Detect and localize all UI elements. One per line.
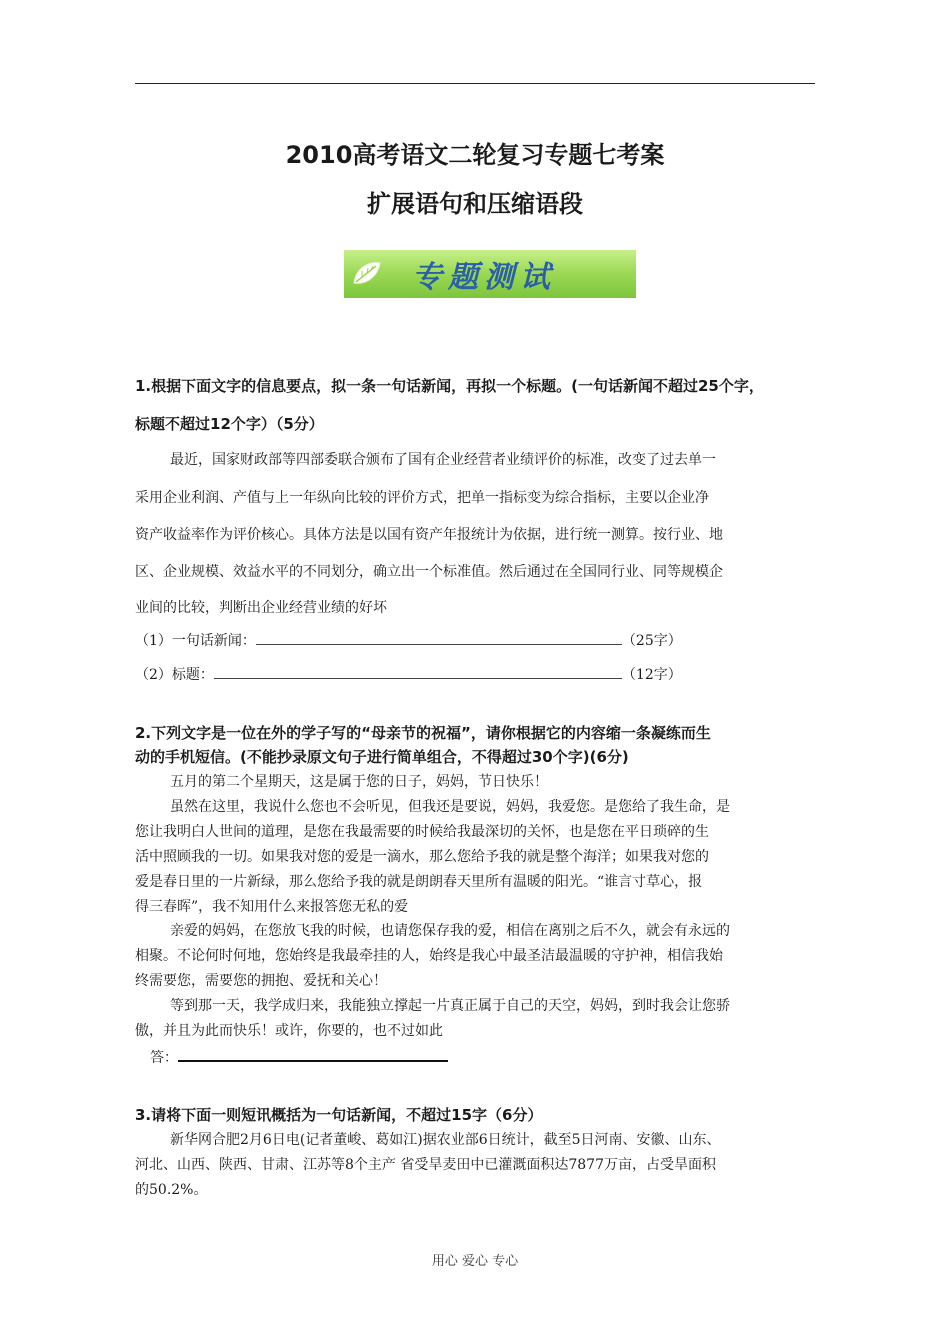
q2-paragraph-line: 您让我明白人世间的道理，是您在我最需要的时候给我最深切的关怀，也是您在平日琐碎的生 [135, 824, 709, 840]
q3-paragraph-line: 的50.2%。 [135, 1182, 208, 1198]
q1-paragraph-line: 采用企业利润、产值与上一年纵向比较的评价方式，把单一指标变为综合指标，主要以企业净 [135, 490, 709, 506]
q2-paragraph-line: 亲爱的妈妈，在您放飞我的时候，也请您保存我的爱，相信在离别之后不久，就会有永远的 [170, 923, 730, 939]
leaf-icon [350, 257, 384, 291]
q3-paragraph-line: 河北、山西、陕西、甘肃、江苏等8个主产 省受旱麦田中已灌溉面积达7877万亩，占受旱面积 [135, 1157, 716, 1173]
q1-answer-title-row [135, 664, 682, 684]
header-rule [135, 83, 815, 84]
q2-paragraph-line: 五月的第二个星期天，这是属于您的日子，妈妈，节日快乐！ [170, 774, 548, 790]
q2-header-line2: 动的手机短信。(不能抄录原文句子进行简单组合，不得超过30个字)(6分) [135, 748, 629, 766]
q1-paragraph-line: 区、企业规模、效益水平的不同划分，确立出一个标准值。然后通过在全国同行业、同等规模企 [135, 564, 723, 580]
title-answer-blank[interactable] [214, 666, 622, 679]
q2-paragraph-line: 爱是春日里的一片新绿，那么您给予我的就是朗朗春天里所有温暖的阳光。“谁言寸草心，报 [135, 874, 703, 890]
page-footer: 用心 爱心 专心 [431, 1254, 519, 1269]
news-answer-blank[interactable] [256, 632, 622, 645]
answer-title-limit: （12字） [621, 667, 682, 683]
doc-title: 2010高考语文二轮复习专题七考案 [285, 141, 665, 169]
q3-header: 3.请将下面一则短讯概括为一句话新闻，不超过15字（6分） [135, 1106, 543, 1124]
q1-paragraph-line: 资产收益率作为评价核心。具体方法是以国有资产年报统计为依据，进行统一测算。按行业、地 [135, 527, 723, 543]
banner-text: 专题测试 [412, 260, 556, 295]
q1-header-line1: 1.根据下面文字的信息要点，拟一条一句话新闻，再拟一个标题。(一句话新闻不超过25个字， [135, 377, 764, 395]
answer-blank[interactable] [178, 1046, 448, 1062]
doc-subtitle: 扩展语句和压缩语段 [367, 190, 583, 218]
q2-paragraph-line: 傲，并且为此而快乐！或许，你要的，也不过如此 [135, 1023, 443, 1039]
q2-paragraph-line: 虽然在这里，我说什么您也不会听见，但我还是要说，妈妈，我爱您。是您给了我生命，是 [170, 799, 730, 815]
q1-header-line2: 标题不超过12个字）（5分） [135, 415, 324, 433]
q2-header-line1: 2.下列文字是一位在外的学子写的“母亲节的祝福”，请你根据它的内容缩一条凝练而生 [135, 724, 711, 742]
q1-paragraph-line: 业间的比较，判断出企业经营业绩的好坏 [135, 600, 387, 616]
q2-paragraph-line: 等到那一天，我学成归来，我能独立撑起一片真正属于自己的天空，妈妈，到时我会让您骄 [170, 998, 730, 1014]
q2-paragraph-line: 活中照顾我的一切。如果我对您的爱是一滴水，那么您给予我的就是整个海洋；如果我对您的 [135, 849, 709, 865]
topic-test-banner [344, 250, 636, 298]
q1-answer-news-row [135, 630, 682, 650]
answer-news-label: （1）一句话新闻： [135, 633, 256, 649]
q2-paragraph-line: 得三春晖”，我不知用什么来报答您无私的爱 [135, 899, 409, 915]
q2-paragraph-line: 相聚。不论何时何地，您始终是我最牵挂的人，始终是我心中最圣洁最温暖的守护神，相信我始 [135, 948, 723, 964]
q2-answer-row [150, 1046, 448, 1067]
q1-paragraph-line: 最近，国家财政部等四部委联合颁布了国有企业经营者业绩评价的标准，改变了过去单一 [170, 452, 716, 468]
q2-paragraph-line: 终需要您，需要您的拥抱、爱抚和关心！ [135, 973, 387, 989]
answer-title-label: （2）标题： [135, 667, 214, 683]
answer-label: 答： [150, 1050, 178, 1066]
answer-news-limit: （25字） [621, 633, 682, 649]
q3-paragraph-line: 新华网合肥2月6日电(记者董峻、葛如江)据农业部6日统计，截至5日河南、安徽、山东、 [170, 1132, 721, 1148]
